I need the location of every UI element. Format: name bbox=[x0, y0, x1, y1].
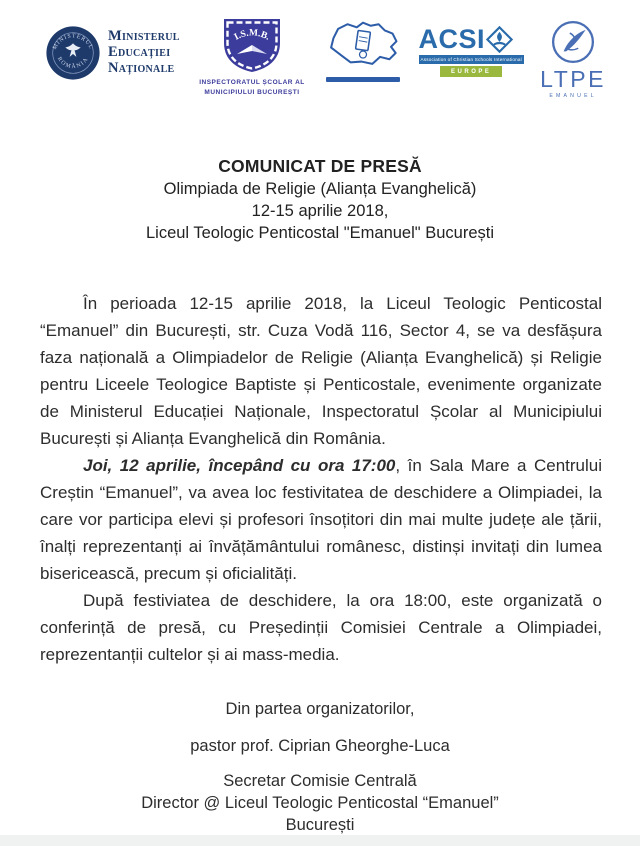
signature-role-line-1: Secretar Comisie Centrală bbox=[223, 772, 417, 790]
paragraph-2-lead: Joi, 12 aprilie, începând cu ora 17:00 bbox=[83, 456, 396, 475]
paragraph-2-rest: , în Sala Mare a Centrului Creștin “Emanuel”, va avea loc festivitatea de deschidere a Olimpiadei, la care vor participa elevi și profesori însoțitori din mai multe județe ale țării, înalți reprezentanți ai învățământului românesc, distinși invitați din lumea bisericească, precum și oficialități. bbox=[40, 456, 602, 583]
signature-from: Din partea organizatorilor, bbox=[225, 700, 415, 718]
ismb-shield-icon bbox=[220, 16, 284, 74]
seal-top-text: MINISTERUL bbox=[51, 33, 95, 51]
ltpe-acronym: LTPE bbox=[540, 66, 606, 92]
acsi-lamp-icon bbox=[486, 26, 513, 53]
ministry-logo bbox=[44, 24, 180, 82]
logo-row bbox=[0, 0, 640, 99]
acsi-acronym: ACSI bbox=[418, 24, 486, 54]
ministry-line-1: Ministerul bbox=[108, 28, 180, 45]
signature-block bbox=[0, 700, 640, 836]
ministry-line-2: Educației bbox=[108, 44, 171, 61]
scan-edge-band bbox=[0, 835, 640, 846]
ltpe-logo bbox=[540, 19, 606, 99]
alliance-logo bbox=[324, 18, 402, 82]
seal-bottom-text: ROMÂNIA bbox=[55, 56, 91, 71]
title-subline-2: 12-15 aprilie 2018, bbox=[251, 202, 389, 220]
ismb-caption-line-1: INSPECTORATUL ȘCOLAR AL bbox=[199, 79, 305, 86]
body-text bbox=[40, 290, 602, 668]
paragraph-3: După festiviatea de deschidere, la ora 18:00, este organizată o conferință de presă, cu Președinții Comisiei Centrale a Olimpiadei, reprezentanții cultelor și ai mass-media. bbox=[40, 591, 602, 664]
title-subline-3: Liceul Teologic Penticostal "Emanuel" București bbox=[145, 224, 494, 242]
signature-role-line-3: București bbox=[285, 816, 355, 834]
acsi-region-badge: EUROPE bbox=[440, 66, 502, 77]
ministry-line-3: Naționale bbox=[108, 59, 175, 76]
title-subline-1: Olimpiada de Religie (Alianța Evanghelică) bbox=[163, 180, 477, 198]
signature-role-line-2: Director @ Liceul Teologic Penticostal “Emanuel” bbox=[141, 794, 499, 812]
signature-name: pastor prof. Ciprian Gheorghe-Luca bbox=[190, 737, 450, 755]
signature-role bbox=[0, 770, 640, 836]
romania-map-icon bbox=[324, 18, 402, 74]
document-title: COMUNICAT DE PRESĂ bbox=[218, 156, 422, 176]
ismb-caption bbox=[199, 78, 305, 99]
ltpe-dove-icon bbox=[550, 19, 596, 65]
ismb-shield-text: I.S.M.B. bbox=[232, 28, 272, 43]
ltpe-subtitle: EMANUEL bbox=[549, 93, 597, 99]
ismb-caption-line-2: MUNICIPIULUI BUCUREȘTI bbox=[204, 89, 300, 97]
paragraph-2 bbox=[40, 452, 602, 587]
ministry-seal-icon bbox=[44, 24, 102, 82]
acsi-subtitle: Association of Christian Schools International bbox=[420, 57, 522, 62]
alliance-underline-bar bbox=[326, 77, 400, 82]
ismb-logo bbox=[196, 16, 308, 99]
title-block bbox=[0, 155, 640, 244]
paragraph-1: În perioada 12-15 aprilie 2018, la Liceul Teologic Penticostal “Emanuel” din București, str. Cuza Vodă 116, Sector 4, se va desfășura faza națională a Olimpiadelor de Religie (Alianța Evanghelică) și Religie pentru Liceele Teologice Baptiste și Penticostale, evenimente organizate de Ministerul Educației Naționale, Inspectoratul Școlar al Municipiului București și Alianța Evanghelică din România. bbox=[40, 294, 602, 448]
ministry-wordmark bbox=[108, 29, 180, 77]
acsi-logo bbox=[419, 26, 524, 77]
